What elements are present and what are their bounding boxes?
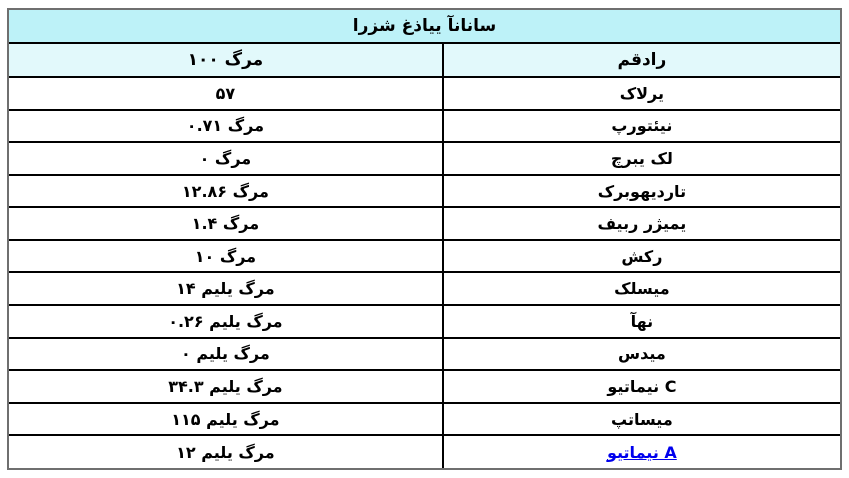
nutrient-value-cell: ۱۰ گرم (9, 240, 443, 273)
nutrient-value-cell: ۰.۲۶ میلی گرم (9, 305, 443, 338)
nutrient-name-cell (443, 435, 840, 468)
vitamin-a-link[interactable]: ویتامین A (606, 442, 677, 462)
nutrient-name-cell: کربوهیدرات (443, 175, 840, 208)
table-row (9, 142, 840, 175)
nutrient-value-cell: ۰ گرم (9, 142, 443, 175)
nutrient-value-cell: ۵۷ (9, 77, 443, 110)
table-title: ارزش غذایی آناناس (9, 10, 840, 43)
table-row (9, 207, 840, 240)
nutrient-name-cell: چربی کل (443, 142, 840, 175)
table-row (9, 435, 840, 468)
table-head (9, 10, 840, 77)
nutrient-value-cell: ۳۴.۳ میلی گرم (9, 370, 443, 403)
table-row (9, 370, 840, 403)
nutrient-name-cell: کلسیم (443, 272, 840, 305)
table-row (9, 338, 840, 371)
nutrient-name-cell: ویتامین C (443, 370, 840, 403)
table-row (9, 77, 840, 110)
nutrition-table (9, 10, 840, 468)
nutrient-name-cell: شکر (443, 240, 840, 273)
nutrient-name-cell: آهن (443, 305, 840, 338)
title-row (9, 10, 840, 43)
table-row (9, 240, 840, 273)
nutrient-name-cell: پروتئین (443, 110, 840, 143)
nutrient-name-cell: کالری (443, 77, 840, 110)
table-row (9, 175, 840, 208)
nutrient-value-cell: ۱۲.۸۶ گرم (9, 175, 443, 208)
header-row (9, 43, 840, 77)
nutrient-value-cell: ۱۴ میلی گرم (9, 272, 443, 305)
nutrient-name-cell: فیبر رژیمی (443, 207, 840, 240)
nutrient-value-cell: ۰ میلی گرم (9, 338, 443, 371)
table-row (9, 403, 840, 436)
nutrient-value-cell: ۱.۴ گرم (9, 207, 443, 240)
nutrient-value-cell: ۱۱۵ میلی گرم (9, 403, 443, 436)
column-header-per-100g: ۱۰۰ گرم (9, 43, 443, 77)
table-row (9, 272, 840, 305)
nutrient-value-cell: ۰.۷۱ گرم (9, 110, 443, 143)
table-row (9, 305, 840, 338)
table-body (9, 77, 840, 468)
table-row (9, 110, 840, 143)
nutrient-name-cell: پتاسیم (443, 403, 840, 436)
nutrient-value-cell: ۱۲ میلی گرم (9, 435, 443, 468)
column-header-amount: مقدار (443, 43, 840, 77)
nutrient-name-cell: سدیم (443, 338, 840, 371)
nutrition-table-frame (7, 8, 842, 470)
